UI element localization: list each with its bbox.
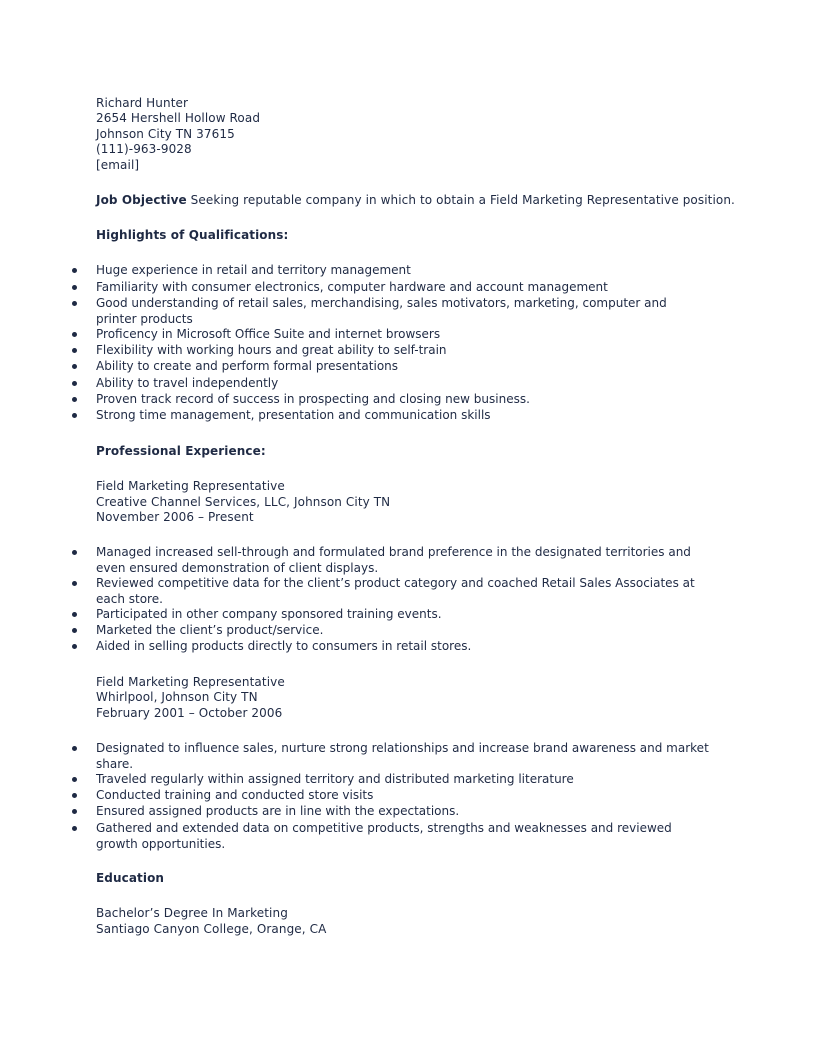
bullet-icon: [72, 581, 77, 586]
job-dates: November 2006 – Present: [96, 510, 254, 524]
job-title: Field Marketing Representative: [96, 479, 285, 493]
contact-street: 2654 Hershell Hollow Road: [96, 111, 261, 125]
qualifications-heading: Highlights of Qualifications:: [96, 228, 289, 242]
education-heading: Education: [96, 871, 165, 885]
contact-email: [email]: [96, 158, 140, 172]
job-duty-item: Conducted training and conducted store visits: [96, 788, 374, 802]
bullet-icon: [72, 301, 77, 306]
job-duty-item: Traveled regularly within assigned territory and distributed marketing literature: [96, 772, 574, 786]
job-company: Creative Channel Services, LLC, Johnson City TN: [96, 495, 391, 509]
bullet-icon: [72, 826, 77, 831]
job-duty-item: Reviewed competitive data for the client’s product category and coached Retail Sales Associates at each store.: [96, 576, 695, 606]
bullet-icon: [72, 268, 77, 273]
qualification-item: Strong time management, presentation and communication skills: [96, 408, 491, 422]
contact-name: Richard Hunter: [96, 96, 189, 110]
job-duty-item: Managed increased sell-through and formulated brand preference in the designated territories and even ensured demonstration of client displays.: [96, 545, 691, 575]
bullet-icon: [72, 746, 77, 751]
qualification-item: Good understanding of retail sales, merchandising, sales motivators, marketing, computer and printer products: [96, 296, 667, 326]
job-objective: [96, 193, 735, 209]
job-dates: February 2001 – October 2006: [96, 706, 283, 720]
qualification-item: Flexibility with working hours and great ability to self-train: [96, 343, 447, 357]
job-duty-item: Designated to influence sales, nurture strong relationships and increase brand awareness and market share.: [96, 741, 709, 771]
bullet-icon: [72, 809, 77, 814]
bullet-icon: [72, 397, 77, 402]
job-duty-item: Participated in other company sponsored training events.: [96, 607, 442, 621]
education-degree: Bachelor’s Degree In Marketing: [96, 906, 288, 920]
qualification-item: Huge experience in retail and territory management: [96, 263, 411, 277]
bullet-icon: [72, 332, 77, 337]
bullet-icon: [72, 628, 77, 633]
job-title: Field Marketing Representative: [96, 675, 285, 689]
bullet-icon: [72, 413, 77, 418]
contact-city: Johnson City TN 37615: [96, 127, 235, 141]
bullet-icon: [72, 793, 77, 798]
job-duty-item: Ensured assigned products are in line with the expectations.: [96, 804, 460, 818]
bullet-icon: [72, 550, 77, 555]
bullet-icon: [72, 612, 77, 617]
contact-phone: (111)-963-9028: [96, 142, 192, 156]
qualification-item: Ability to create and perform formal presentations: [96, 359, 399, 373]
bullet-icon: [72, 381, 77, 386]
bullet-icon: [72, 777, 77, 782]
bullet-icon: [72, 348, 77, 353]
bullet-icon: [72, 285, 77, 290]
qualification-item: Ability to travel independently: [96, 376, 279, 390]
education-school: Santiago Canyon College, Orange, CA: [96, 922, 327, 936]
job-objective-text: Seeking reputable company in which to obtain a Field Marketing Representative position.: [186, 193, 735, 207]
job-duty-item: Marketed the client’s product/service.: [96, 623, 324, 637]
job-objective-label: Job Objective: [96, 193, 187, 207]
qualification-item: Proven track record of success in prospecting and closing new business.: [96, 392, 530, 406]
bullet-icon: [72, 364, 77, 369]
job-duty-item: Aided in selling products directly to consumers in retail stores.: [96, 639, 472, 653]
experience-heading: Professional Experience:: [96, 444, 266, 458]
bullet-icon: [72, 644, 77, 649]
qualification-item: Familiarity with consumer electronics, computer hardware and account management: [96, 280, 608, 294]
qualification-item: Proficency in Microsoft Office Suite and internet browsers: [96, 327, 441, 341]
job-duty-item: Gathered and extended data on competitive products, strengths and weaknesses and reviewed growth opportunities.: [96, 821, 672, 851]
job-company: Whirlpool, Johnson City TN: [96, 690, 258, 704]
